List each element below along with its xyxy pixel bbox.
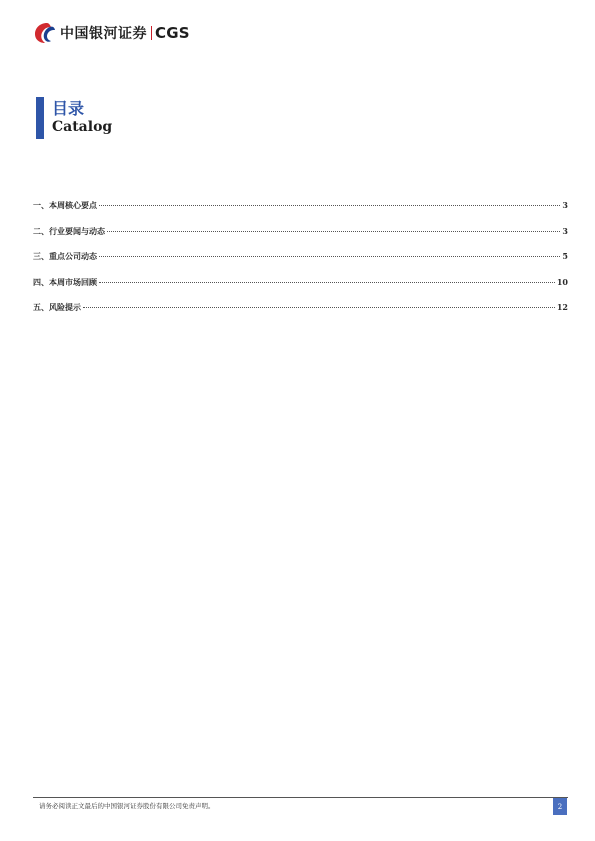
toc-leader-dots — [107, 231, 560, 232]
catalog-title-cn: 目录 — [52, 99, 85, 118]
toc-leader-dots — [99, 282, 555, 283]
catalog-title-en: Catalog — [52, 119, 113, 135]
toc-entry-core-points[interactable] — [33, 200, 568, 226]
toc-entry-industry-news[interactable] — [33, 226, 568, 252]
toc-entry-market-review[interactable] — [33, 277, 568, 303]
toc-entry-label: 一、本周核心要点 — [33, 200, 97, 210]
company-logo — [33, 22, 190, 44]
toc-entry-page: 5 — [562, 251, 568, 261]
toc-entry-label: 三、重点公司动态 — [33, 251, 97, 261]
toc-entry-risk-warning[interactable] — [33, 302, 568, 328]
toc-entry-page: 3 — [562, 200, 568, 210]
toc-leader-dots — [99, 205, 560, 206]
toc-leader-dots — [83, 307, 555, 308]
table-of-contents — [33, 200, 568, 328]
footer-divider — [33, 797, 568, 798]
logo-chinese-name: 中国银河证券 — [60, 26, 147, 42]
toc-entry-label: 四、本周市场回顾 — [33, 276, 97, 287]
catalog-accent-bar — [36, 97, 44, 139]
toc-entry-label: 二、行业要闻与动态 — [33, 225, 105, 236]
logo-english-name: CGS — [155, 24, 190, 42]
toc-entry-page: 3 — [562, 225, 568, 236]
galaxy-logo-icon — [33, 22, 57, 44]
logo-separator — [151, 26, 152, 40]
toc-entry-label: 五、风险提示 — [33, 302, 81, 312]
page-number: 2 — [553, 798, 567, 815]
toc-leader-dots — [99, 256, 560, 257]
toc-entry-company-news[interactable] — [33, 251, 568, 277]
toc-entry-page: 10 — [556, 276, 568, 287]
footer-disclaimer: 请务必阅读正文最后的中国银河证券股份有限公司免责声明。 — [39, 802, 215, 810]
toc-entry-page: 12 — [556, 302, 568, 312]
